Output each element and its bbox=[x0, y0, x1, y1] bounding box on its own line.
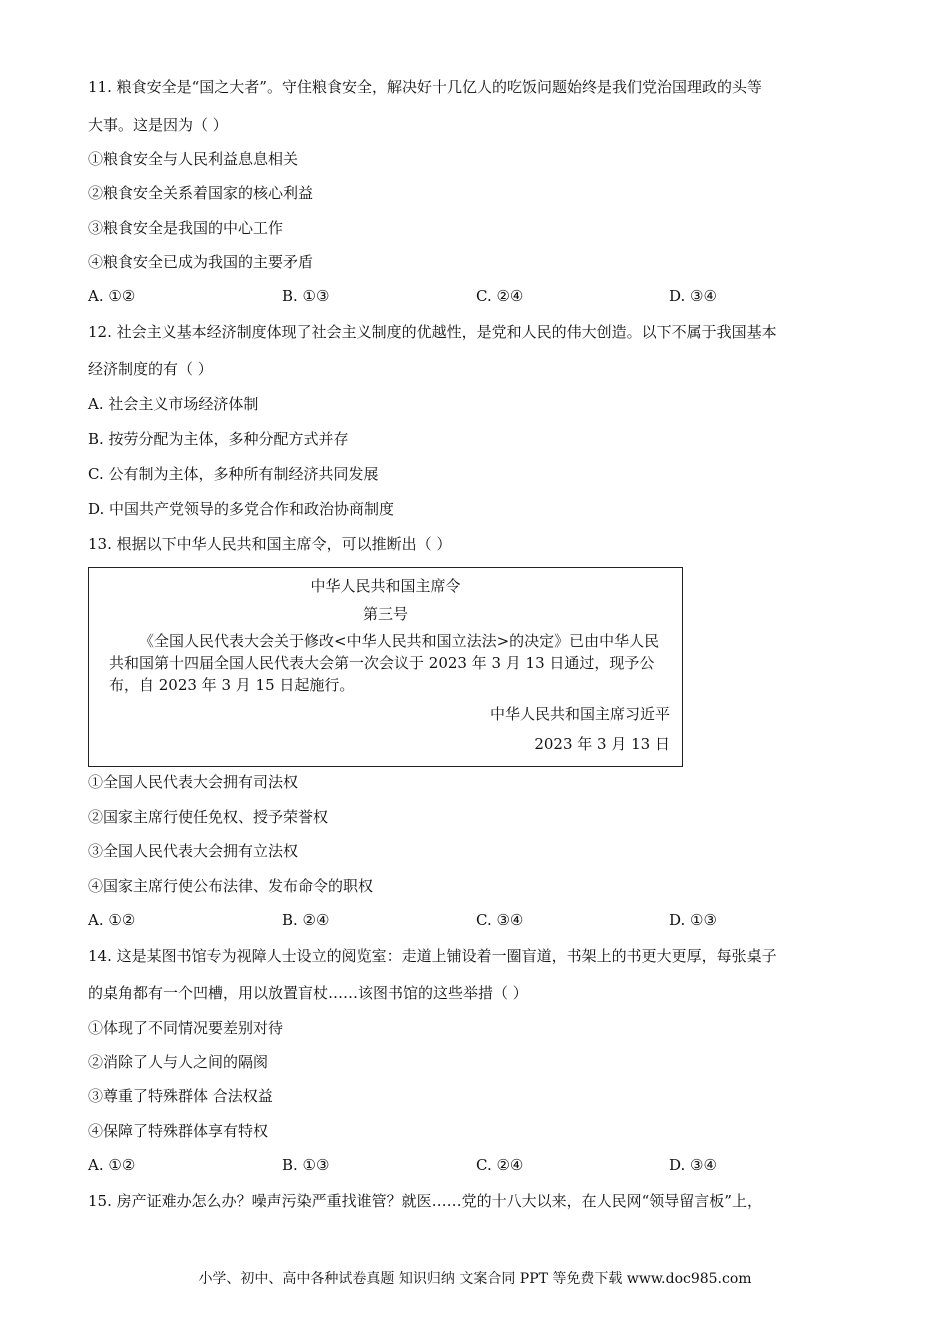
q14-stem-line2: 的桌角都有一个凹槽，用以放置盲杖……该图书馆的这些举措（ ） bbox=[88, 984, 528, 1002]
q11-stem-line2: 大事。这是因为（ ） bbox=[88, 116, 228, 134]
q13-statement-1: ①全国人民代表大会拥有司法权 bbox=[88, 773, 299, 791]
q11-stem-line1: 11. 粮食安全是“国之大者”。守住粮食安全，解决好十几亿人的吃饭问题始终是我们党治国理政的头等 bbox=[88, 78, 762, 96]
q11-statement-3: ③粮食安全是我国的中心工作 bbox=[88, 219, 284, 237]
q14-option-c: C. ②④ bbox=[476, 1156, 524, 1174]
q14-statement-3: ③尊重了特殊群体 合法权益 bbox=[88, 1087, 273, 1105]
q15-stem-line1: 15. 房产证难办怎么办？噪声污染严重找谁管？就医……党的十八大以来，在人民网“领导留言板”上， bbox=[88, 1192, 762, 1210]
q13-option-c: C. ③④ bbox=[476, 911, 524, 929]
q13-statement-4: ④国家主席行使公布法律、发布命令的职权 bbox=[88, 877, 374, 895]
q14-option-d: D. ③④ bbox=[669, 1156, 717, 1174]
q12-stem-line2: 经济制度的有（ ） bbox=[88, 360, 213, 378]
presidential-order-box bbox=[88, 567, 683, 767]
order-date: 2023 年 3 月 13 日 bbox=[534, 735, 670, 753]
q12-option-c: C. 公有制为主体，多种所有制经济共同发展 bbox=[88, 465, 379, 483]
page-footer: 小学、初中、高中各种试卷真题 知识归纳 文案合同 PPT 等免费下载 www.doc985.com bbox=[198, 1271, 752, 1287]
q14-statement-2: ②消除了人与人之间的隔阂 bbox=[88, 1053, 269, 1071]
q11-option-d: D. ③④ bbox=[669, 287, 717, 305]
q12-option-a: A. 社会主义市场经济体制 bbox=[88, 395, 259, 413]
q11-option-a: A. ①② bbox=[88, 287, 136, 305]
order-signature: 中华人民共和国主席习近平 bbox=[489, 705, 670, 723]
q12-option-b: B. 按劳分配为主体，多种分配方式并存 bbox=[88, 430, 349, 448]
order-number: 第三号 bbox=[362, 605, 408, 623]
q14-option-b: B. ①③ bbox=[282, 1156, 330, 1174]
q11-statement-4: ④粮食安全已成为我国的主要矛盾 bbox=[88, 253, 314, 271]
q13-option-a: A. ①② bbox=[88, 911, 136, 929]
q12-stem-line1: 12. 社会主义基本经济制度体现了社会主义制度的优越性，是党和人民的伟大创造。以下不属于我国基本 bbox=[88, 323, 777, 341]
q12-option-d: D. 中国共产党领导的多党合作和政治协商制度 bbox=[88, 500, 395, 518]
order-title: 中华人民共和国主席令 bbox=[310, 577, 461, 595]
q13-statement-2: ②国家主席行使任免权、授予荣誉权 bbox=[88, 808, 329, 826]
q11-statement-2: ②粮食安全关系着国家的核心利益 bbox=[88, 184, 314, 202]
q14-statement-1: ①体现了不同情况要差别对待 bbox=[88, 1019, 284, 1037]
q14-stem-line1: 14. 这是某图书馆专为视障人士设立的阅览室：走道上铺设着一圈盲道，书架上的书更大更厚，每张桌子 bbox=[88, 947, 777, 965]
order-body: 《全国人民代表大会关于修改<中华人民共和国立法法>的决定》已由中华人民共和国第十四届全国人民代表大会第一次会议于 2023 年 3 月 13 日通过，现予公布，自 2023 年 3 月 15 日起施行。 bbox=[109, 632, 660, 694]
q13-option-b: B. ②④ bbox=[282, 911, 330, 929]
q13-statement-3: ③全国人民代表大会拥有立法权 bbox=[88, 842, 299, 860]
q11-option-b: B. ①③ bbox=[282, 287, 330, 305]
q14-option-a: A. ①② bbox=[88, 1156, 136, 1174]
q13-stem: 13. 根据以下中华人民共和国主席令，可以推断出（ ） bbox=[88, 535, 452, 553]
q14-statement-4: ④保障了特殊群体享有特权 bbox=[88, 1122, 269, 1140]
q13-option-d: D. ①③ bbox=[669, 911, 717, 929]
q11-option-c: C. ②④ bbox=[476, 287, 524, 305]
q11-statement-1: ①粮食安全与人民利益息息相关 bbox=[88, 150, 299, 168]
